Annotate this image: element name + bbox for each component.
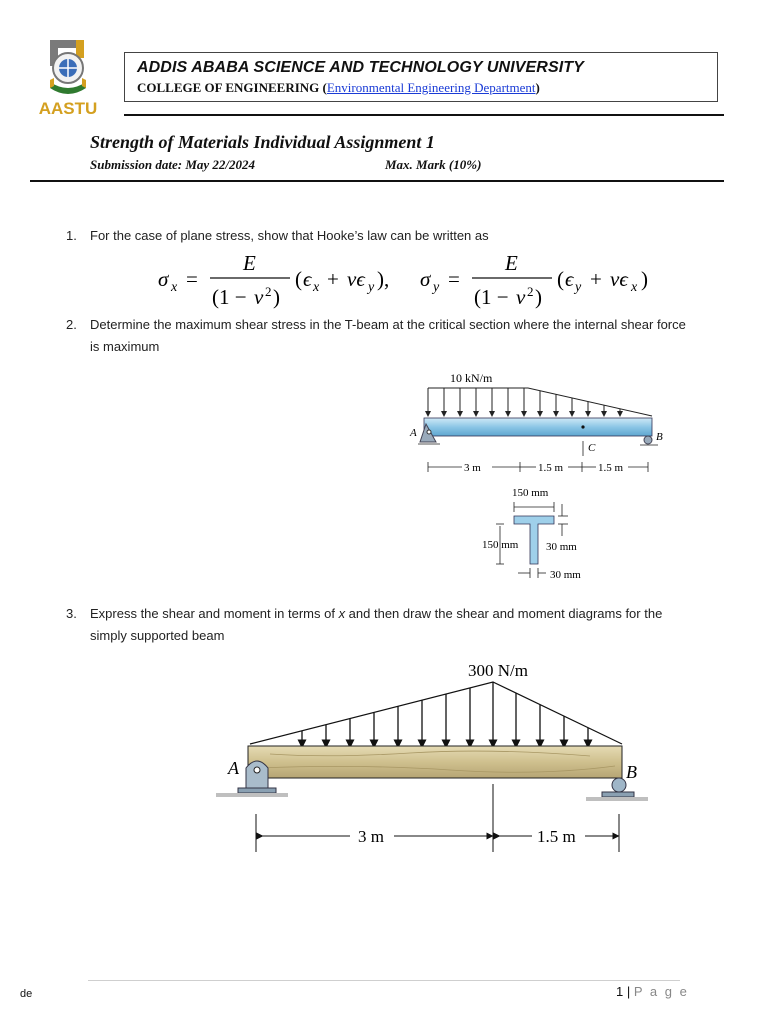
college-prefix: COLLEGE OF ENGINEERING ( bbox=[137, 80, 327, 95]
span-dim-2: 1.5 m bbox=[537, 827, 576, 846]
svg-text:x: x bbox=[313, 280, 320, 295]
svg-text:2: 2 bbox=[265, 284, 272, 299]
distributed-load-label: 300 N/m bbox=[468, 661, 528, 680]
support-b-label: B bbox=[626, 762, 637, 782]
load-arrows bbox=[302, 682, 588, 744]
university-name: ADDIS ABABA SCIENCE AND TECHNOLOGY UNIVERSITY bbox=[137, 59, 584, 76]
header-box bbox=[124, 52, 718, 102]
distributed-load-label: 10 kN/m bbox=[450, 371, 493, 385]
support-a-label: A bbox=[410, 427, 417, 439]
svg-text:x: x bbox=[171, 280, 178, 295]
beam bbox=[248, 746, 622, 778]
svg-text:+: + bbox=[590, 267, 602, 291]
support-a-label: A bbox=[228, 758, 239, 778]
assignment-title: Strength of Materials Individual Assignment 1 bbox=[90, 132, 435, 152]
question-text: For the case of plane stress, show that Hooke’s law can be written as bbox=[90, 228, 489, 243]
question-number: 3. bbox=[66, 606, 77, 621]
span-dim-2: 1.5 m bbox=[538, 462, 564, 474]
footer-left-text: de bbox=[20, 988, 33, 1000]
section-c-label: C bbox=[588, 442, 596, 454]
flange-width-label: 150 mm bbox=[512, 487, 549, 499]
svg-text:): ) bbox=[535, 285, 542, 309]
question-number: 2. bbox=[66, 317, 77, 332]
simply-supported-beam-figure bbox=[210, 654, 650, 860]
span-dim-1: 3 m bbox=[358, 827, 384, 846]
span-dim-3: 1.5 m bbox=[598, 462, 624, 474]
svg-text:=: = bbox=[448, 267, 460, 291]
hookes-law-equation bbox=[150, 248, 660, 310]
logo-text: AASTU bbox=[38, 99, 98, 118]
roller-support bbox=[586, 778, 648, 801]
svg-text:(1 −: (1 − bbox=[212, 285, 247, 309]
max-mark: Max. Mark (10%) bbox=[385, 157, 482, 172]
svg-text:): ) bbox=[273, 285, 280, 309]
svg-text:σ: σ bbox=[158, 267, 169, 291]
web-thickness-label: 30 mm bbox=[550, 569, 581, 581]
question-text: Express the shear and moment in terms of x and then draw the shear and moment diagrams for the simply supported beam bbox=[90, 606, 663, 643]
question-text: Determine the maximum shear stress in the T-beam at the critical section where the internal shear force is maximum bbox=[90, 317, 686, 354]
svg-text:νϵ: νϵ bbox=[347, 267, 365, 291]
t-beam-figure bbox=[400, 366, 690, 588]
span-dim-1: 3 m bbox=[464, 462, 481, 474]
svg-text:E: E bbox=[505, 251, 518, 275]
svg-text:x: x bbox=[631, 280, 638, 295]
svg-text:),: ), bbox=[377, 267, 390, 291]
svg-text:ϵ: ϵ bbox=[565, 267, 574, 291]
footer-divider bbox=[88, 980, 680, 981]
web-height-label: 150 mm bbox=[482, 539, 519, 551]
t-section bbox=[514, 516, 554, 564]
svg-text:(: ( bbox=[295, 267, 302, 291]
svg-text:y: y bbox=[368, 280, 375, 295]
university-logo bbox=[28, 36, 108, 118]
load-arrows bbox=[428, 388, 620, 414]
svg-text:(: ( bbox=[557, 267, 564, 291]
page-number: 1 | P a g e bbox=[616, 984, 689, 999]
svg-text:ν: ν bbox=[516, 285, 526, 309]
svg-text:E: E bbox=[243, 251, 256, 275]
submission-date: Submission date: May 22/2024 bbox=[90, 157, 256, 172]
flange-thickness-label: 30 mm bbox=[546, 541, 577, 553]
department-link[interactable]: Environmental Engineering Department bbox=[326, 80, 536, 95]
svg-text:): ) bbox=[641, 267, 648, 291]
svg-text:2: 2 bbox=[527, 284, 534, 299]
svg-text:ϵ: ϵ bbox=[303, 267, 312, 291]
svg-text:+: + bbox=[327, 267, 339, 291]
college-suffix: ) bbox=[535, 80, 540, 95]
question-number: 1. bbox=[66, 228, 77, 243]
college-line bbox=[137, 80, 540, 96]
svg-text:(1 −: (1 − bbox=[474, 285, 509, 309]
support-b-label: B bbox=[656, 431, 663, 443]
svg-text:=: = bbox=[186, 267, 198, 291]
svg-text:ν: ν bbox=[254, 285, 264, 309]
svg-text:y: y bbox=[433, 280, 440, 295]
beam bbox=[424, 418, 652, 436]
svg-text:νϵ: νϵ bbox=[610, 267, 628, 291]
svg-text:y: y bbox=[575, 280, 582, 295]
svg-text:σ: σ bbox=[420, 267, 431, 291]
header-rule bbox=[124, 114, 724, 116]
title-rule bbox=[30, 180, 724, 182]
